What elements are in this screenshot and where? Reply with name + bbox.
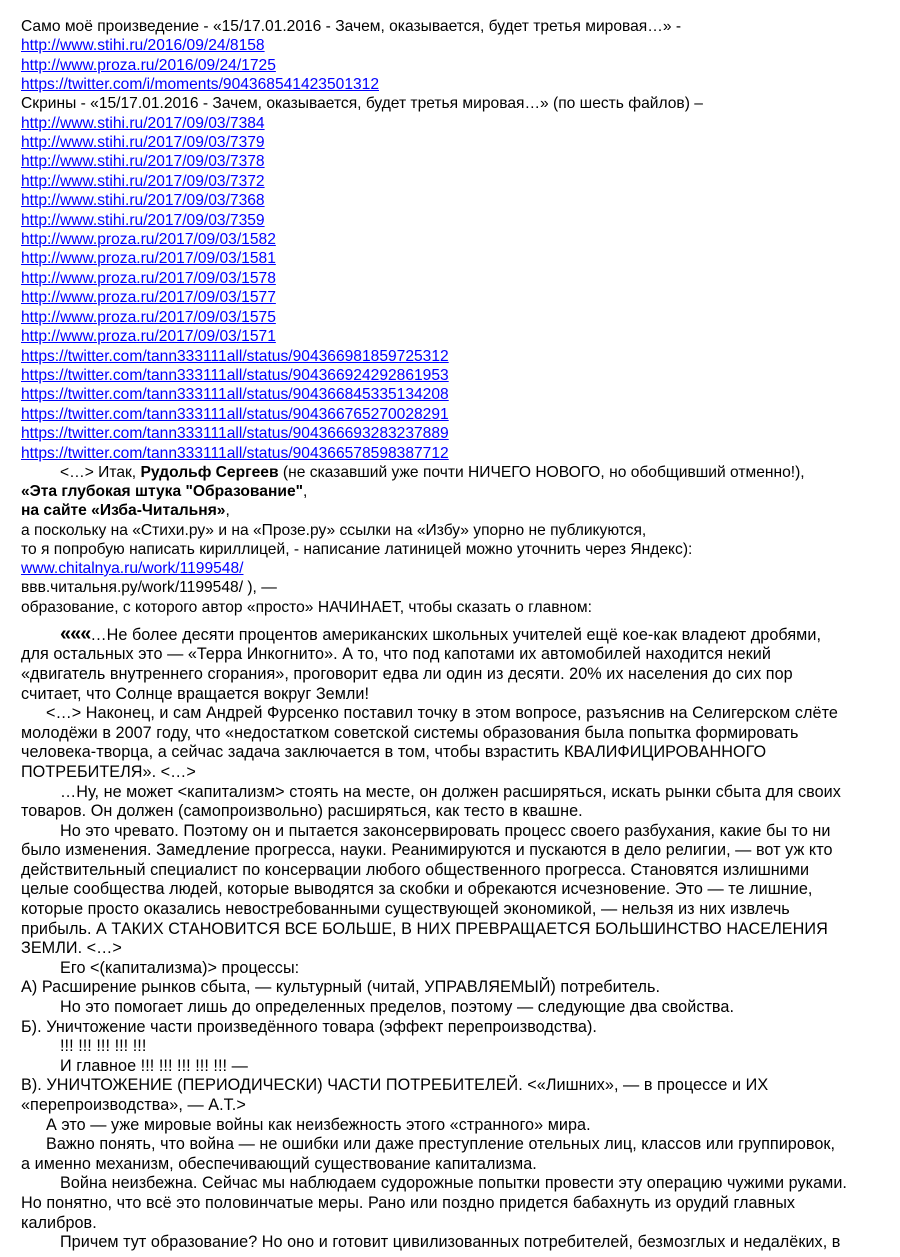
screen-link[interactable]: http://www.proza.ru/2017/09/03/1578	[21, 269, 276, 287]
screen-link[interactable]: https://twitter.com/tann333111all/status/904366578598387712	[21, 444, 449, 462]
open-quote-marks: «««	[60, 622, 91, 645]
screen-link[interactable]: http://www.proza.ru/2017/09/03/1582	[21, 231, 276, 249]
lead-line: образование, с которого автор «просто» НАЧИНАЕТ, чтобы сказать о главном:	[21, 598, 592, 616]
note-line: то я попробую написать кириллицей, - написание латиницей можно уточнить через Яндекс):	[21, 540, 693, 558]
site-name	[21, 501, 882, 520]
quote-line: Его <(капитализма)> процессы:	[60, 958, 300, 977]
source-post: (не сказавший уже почти НИЧЕГО НОВОГО, но обобщивший отменно!),	[278, 463, 805, 481]
site-name-comma: ,	[225, 502, 230, 520]
cyrillic-url: ввв.читальня.ру/work/1199548/ ), —	[21, 579, 277, 597]
quote-line: <…> Наконец, и сам Андрей Фурсенко поставил точку в этом вопросе, разъяснив на Селигерском слёте	[46, 704, 838, 723]
screen-link[interactable]: http://www.stihi.ru/2017/09/03/7379	[21, 134, 265, 152]
quote-line: Причем тут образование? Но оно и готовит цивилизованных потребителей, безмозглых и недалёких, в	[60, 1233, 841, 1252]
link-proza-2016[interactable]: http://www.proza.ru/2016/09/24/1725	[21, 56, 276, 74]
screen-link[interactable]: https://twitter.com/tann333111all/status/904366981859725312	[21, 347, 449, 365]
quote-line: Но это чревато. Поэтому он и пытается законсервировать процесс своего разбухания, какие бы то ни	[60, 821, 831, 840]
quote-line: калибров.	[21, 1213, 97, 1232]
quote-line: прибыль. А ТАКИХ СТАНОВИТСЯ ВСЕ БОЛЬШЕ, В НИХ ПРЕВРАЩАЕТСЯ БОЛЬШИНСТВО НАСЕЛЕНИЯ	[21, 919, 828, 938]
note-line: а поскольку на «Стихи.ру» и на «Прозе.ру» ссылки на «Избу» упорно не публикуются,	[21, 521, 647, 539]
exclamations: !!! !!! !!! !!! !!!	[60, 1037, 147, 1056]
screen-link[interactable]: http://www.proza.ru/2017/09/03/1577	[21, 289, 276, 307]
quote-line: молодёжи в 2007 году, что «недостатком советской системы образования была попытка формировать	[21, 723, 799, 742]
screen-link[interactable]: http://www.stihi.ru/2017/09/03/7384	[21, 114, 265, 132]
screen-link[interactable]: http://www.proza.ru/2017/09/03/1581	[21, 250, 276, 268]
quote-text: …Не более десяти процентов американских школьных учителей ещё кое-как владеют дробями,	[90, 625, 821, 644]
quote-line: товаров. Он должен (самопроизвольно) расширяться, как тесто в квашне.	[21, 802, 583, 821]
screen-link[interactable]: https://twitter.com/tann333111all/status/904366693283237889	[21, 425, 449, 443]
author-name: Рудольф Сергеев	[140, 463, 279, 481]
screen-link[interactable]: http://www.stihi.ru/2017/09/03/7359	[21, 211, 265, 229]
list-item-b: Б). Уничтожение части произведённого товара (эффект перепроизводства).	[21, 1017, 597, 1036]
quote-line: целые сообщества людей, которые выводятся за скобки и обрекаются исчезновение. Это — те лишние,	[21, 880, 813, 899]
screen-link[interactable]: http://www.stihi.ru/2017/09/03/7372	[21, 172, 265, 190]
link-stihi-2016[interactable]: http://www.stihi.ru/2016/09/24/8158	[21, 37, 265, 55]
quote-line: которые просто оказались невостребованными существующей экономикой, — нельзя из них извлечь	[21, 900, 790, 919]
quote-line: а именно механизм, обеспечивающий существование капитализма.	[21, 1154, 537, 1173]
quote-line: для остальных это — «Терра Инкогнито». А то, что под капотами их автомобилей находится некий	[21, 645, 771, 664]
screen-link[interactable]: http://www.proza.ru/2017/09/03/1571	[21, 328, 276, 346]
quote-line: ЗЕМЛИ. <…>	[21, 939, 122, 958]
link-chitalnya[interactable]: www.chitalnya.ru/work/1199548/	[21, 559, 244, 577]
quote-line: было изменения. Замедление прогресса, науки. Реанимируются и пускаются в дело религии, — вот уж кто	[21, 841, 833, 860]
intro-line: Само моё произведение - «15/17.01.2016 - Зачем, оказывается, будет третья мировая…» -	[21, 18, 682, 35]
quote-line: А это — уже мировые войны как неизбежность этого «странного» мира.	[46, 1115, 591, 1134]
quote-line	[21, 622, 882, 646]
quote-line: «перепроизводства», — А.Т.>	[21, 1096, 246, 1115]
screen-link[interactable]: https://twitter.com/tann333111all/status/904366845335134208	[21, 386, 449, 404]
screen-link[interactable]: http://www.stihi.ru/2017/09/03/7368	[21, 192, 265, 210]
quote-line: …Ну, не может <капитализм> стоять на месте, он должен расширяться, искать рынки сбыта для своих	[60, 782, 841, 801]
site-name-text: на сайте «Изба-Читальня»	[21, 502, 226, 520]
work-title-text: «Эта глубокая штука "Образование"	[21, 483, 304, 501]
work-title	[21, 482, 882, 501]
quote-line: действительный специалист по консервации любого общественного прогресса. Становятся излишними	[21, 860, 810, 879]
quote-line: считает, что Солнце вращается вокруг Земли!	[21, 684, 370, 703]
screens-link-list	[21, 114, 882, 463]
quote-line: «двигатель внутреннего сгорания», проговорит едва ли один из десяти. 20% их населения до сих пор	[21, 664, 793, 683]
screen-link[interactable]: https://twitter.com/tann333111all/status/904366765270028291	[21, 405, 449, 423]
quote-line: человека-творца, а сейчас задача заключается в том, чтобы взрастить КВАЛИФИЦИРОВАННОГО	[21, 743, 767, 762]
screen-link[interactable]: https://twitter.com/tann333111all/status/904366924292861953	[21, 366, 449, 384]
quote-line: Важно понять, что война — не ошибки или даже преступление отельных лиц, классов или группировок,	[46, 1135, 836, 1154]
source-intro	[21, 463, 882, 482]
link-twitter-moments[interactable]: https://twitter.com/i/moments/904368541423501312	[21, 76, 380, 94]
quote-line: Но понятно, что всё это половинчатые меры. Рано или поздно придется бабахнуть из орудий главных	[21, 1193, 796, 1212]
quote-block	[21, 622, 882, 1253]
list-item-v: В). УНИЧТОЖЕНИЕ (ПЕРИОДИЧЕСКИ) ЧАСТИ ПОТРЕБИТЕЛЕЙ. <«Лишних», — в процессе и ИХ	[21, 1076, 769, 1095]
quote-line: ПОТРЕБИТЕЛЯ». <…>	[21, 762, 196, 781]
screens-line: Скрины - «15/17.01.2016 - Зачем, оказывается, будет третья мировая…» (по шесть файлов) –	[21, 95, 703, 113]
screen-link[interactable]: http://www.stihi.ru/2017/09/03/7378	[21, 153, 265, 171]
source-pre: <…> Итак,	[60, 463, 141, 481]
quote-line: Война неизбежна. Сейчас мы наблюдаем судорожные попытки провести эту операцию чужими руками.	[60, 1174, 847, 1193]
exclamations-main: И главное !!! !!! !!! !!! !!! —	[60, 1056, 248, 1075]
list-item-a: А) Расширение рынков сбыта, — культурный (читай, УПРАВЛЯЕМЫЙ) потребитель.	[21, 978, 661, 997]
screen-link[interactable]: http://www.proza.ru/2017/09/03/1575	[21, 308, 276, 326]
quote-line: Но это помогает лишь до определенных пределов, поэтому — следующие два свойства.	[60, 998, 734, 1017]
work-title-comma: ,	[303, 483, 308, 501]
